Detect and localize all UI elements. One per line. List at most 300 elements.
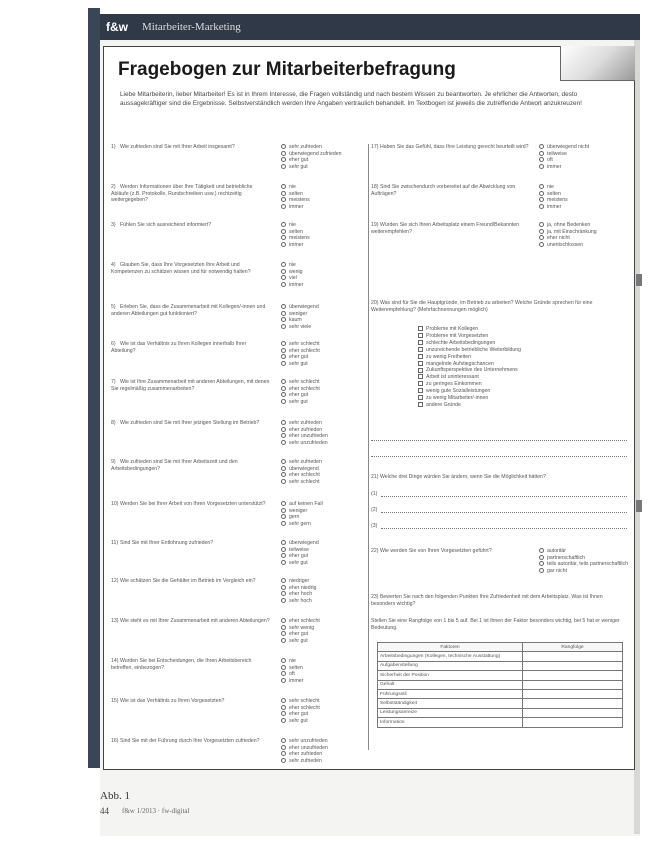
checkbox[interactable]	[418, 368, 423, 373]
radio-circle[interactable]	[281, 311, 286, 316]
answer-options	[539, 184, 629, 210]
radio-circle[interactable]	[281, 479, 286, 484]
answer-option[interactable]	[539, 568, 629, 575]
answer-label: nie	[289, 222, 296, 228]
rank-input-cell[interactable]	[523, 708, 623, 717]
radio-circle[interactable]	[281, 698, 286, 703]
checkbox-option[interactable]	[418, 395, 618, 402]
checkbox[interactable]	[418, 354, 423, 359]
question-text	[111, 578, 271, 585]
radio-circle[interactable]	[281, 399, 286, 404]
answer-option[interactable]	[281, 440, 367, 447]
radio-circle[interactable]	[281, 540, 286, 545]
intro-text: Liebe Mitarbeiterin, lieber Mitarbeiter! Es ist in Ihrem Interesse, die Fragen vollständig und nach bestem Wissen zu beantworten. Je ehrlicher die Antworten, desto aussagekräftiger sind die Ergebnisse. Selbstverständlich werden Ihre Angaben vertraulich behandelt. Im Textbogen ist jeweils die zutreffende Antwort anzukreuzen!	[120, 91, 582, 107]
radio-circle[interactable]	[281, 184, 286, 189]
radio-circle[interactable]	[281, 501, 286, 506]
checkbox-option[interactable]	[418, 381, 618, 388]
question-label: Glauben Sie, dass Ihre Vorgesetzten Ihre Arbeit und Kompetenzen zu schätzen wissen und für notwendig halten?	[111, 262, 251, 275]
table-row	[378, 652, 623, 661]
question-text	[371, 548, 531, 555]
question-number: 3)	[111, 222, 116, 228]
answer-label: immer	[547, 203, 562, 210]
checkbox-option[interactable]	[418, 354, 618, 361]
radio-circle[interactable]	[281, 151, 286, 156]
question-number: 8)	[111, 420, 116, 426]
answer-label: sehr gut	[289, 559, 308, 566]
question-text	[111, 304, 271, 317]
radio-circle[interactable]	[281, 678, 286, 683]
answer-option[interactable]	[281, 521, 367, 528]
question-label: Haben Sie das Gefühl, dass Ihre Leistung gerecht beurteilt wird?	[380, 144, 529, 150]
rank-input-cell[interactable]	[523, 699, 623, 708]
answer-label: nie	[289, 262, 296, 268]
factor-cell: Information	[378, 718, 523, 727]
factor-cell: Arbeitsbedingungen (Kollegen, technische Ausstattung)	[378, 652, 523, 661]
table-row	[378, 699, 623, 708]
answer-label: sehr schlecht	[289, 379, 320, 385]
question-label: Werden Informationen über Ihre Tätigkeit und betriebliche Abläufe (z.B. Protokolle, Rundschreiben usw.) rechtzeitig weitergegeben?	[111, 184, 253, 203]
answer-label: autoritär	[547, 548, 567, 554]
multiple-choice-list	[418, 326, 618, 409]
page-tab-marker	[636, 500, 642, 512]
radio-circle[interactable]	[539, 568, 544, 573]
radio-circle[interactable]	[281, 585, 286, 590]
checkbox-option[interactable]	[418, 402, 618, 409]
checkbox-label: mangelnde Aufstiegschancen	[426, 360, 494, 367]
answer-label: ja, mit Einschränkung	[547, 228, 597, 235]
question-number: 9)	[111, 459, 116, 465]
checkbox-option[interactable]	[418, 347, 618, 354]
checkbox[interactable]	[418, 347, 423, 352]
answer-options	[281, 262, 367, 288]
question-label: Würden Sie sich Ihren Arbeitsplatz einem Freund/Bekannten weiterempfehlen?	[371, 222, 519, 235]
table-row	[378, 671, 623, 680]
answer-option[interactable]	[281, 479, 367, 486]
checkbox[interactable]	[418, 388, 423, 393]
answer-option[interactable]	[281, 678, 367, 685]
radio-circle[interactable]	[281, 317, 286, 322]
checkbox-option[interactable]	[418, 326, 618, 333]
answer-label: viel	[289, 275, 297, 281]
question-number: 2)	[111, 184, 116, 190]
radio-circle[interactable]	[281, 591, 286, 596]
factor-cell: Leistungsanreize	[378, 708, 523, 717]
answer-option[interactable]	[281, 638, 367, 645]
answer-label: eher gut	[289, 711, 309, 717]
radio-circle[interactable]	[281, 472, 286, 477]
radio-circle[interactable]	[281, 275, 286, 280]
radio-circle[interactable]	[539, 242, 544, 247]
answer-options	[281, 341, 367, 367]
answer-line-number: (1)	[371, 491, 378, 497]
answer-label: unentschlossen	[547, 241, 584, 248]
radio-circle[interactable]	[539, 204, 544, 209]
answer-label: sehr gut	[289, 360, 308, 367]
question-label: Wie zufrieden sind Sie mit Ihrer Arbeit insgesamt?	[120, 144, 235, 150]
question-number: 13)	[111, 618, 119, 624]
answer-label: eher gut	[289, 392, 309, 398]
radio-circle[interactable]	[539, 235, 544, 240]
answer-label: eher gut	[289, 354, 309, 360]
question-number: 7)	[111, 379, 116, 385]
answer-label: wenig	[289, 268, 303, 275]
answer-option[interactable]	[281, 282, 367, 289]
radio-circle[interactable]	[281, 459, 286, 464]
answer-options	[539, 222, 629, 248]
answer-label: selten	[289, 664, 303, 671]
radio-circle[interactable]	[281, 598, 286, 603]
radio-circle[interactable]	[281, 514, 286, 519]
table-row	[378, 718, 623, 727]
radio-circle[interactable]	[281, 341, 286, 346]
radio-circle[interactable]	[281, 427, 286, 432]
answer-label: auf keinen Fall	[289, 501, 323, 507]
table-header: Faktoren	[378, 643, 523, 652]
radio-circle[interactable]	[281, 229, 286, 234]
checkbox-label: Arbeit ist uninteressant	[426, 374, 479, 381]
radio-circle[interactable]	[281, 658, 286, 663]
radio-circle[interactable]	[281, 751, 286, 756]
radio-circle[interactable]	[281, 269, 286, 274]
answer-label: oft	[289, 671, 295, 677]
answer-label: eher zufrieden	[289, 426, 323, 433]
answer-options	[281, 738, 367, 764]
checkbox-label: Probleme mit Vorgesetzten	[426, 332, 489, 339]
radio-circle[interactable]	[281, 578, 286, 583]
answer-label: eher gut	[289, 157, 309, 163]
radio-circle[interactable]	[539, 229, 544, 234]
answer-label: kaum	[289, 317, 302, 323]
checkbox-option[interactable]	[418, 388, 618, 395]
radio-circle[interactable]	[281, 560, 286, 565]
factor-cell: Führungsstil	[378, 689, 523, 698]
radio-circle[interactable]	[281, 392, 286, 397]
radio-circle[interactable]	[281, 386, 286, 391]
radio-circle[interactable]	[281, 144, 286, 149]
radio-circle[interactable]	[281, 618, 286, 623]
answer-option[interactable]	[539, 204, 629, 211]
question-label: Wie zufrieden sind Sie mit Ihrer jetzigen Stellung im Betrieb?	[120, 420, 260, 426]
answer-label: sehr gut	[289, 637, 308, 644]
checkbox[interactable]	[418, 374, 423, 379]
table-row	[378, 708, 623, 717]
checkbox-option[interactable]	[418, 367, 618, 374]
checkbox-label: zu geringes Einkommen	[426, 381, 482, 388]
checkbox-label: zu wenig Freiheiten	[426, 353, 471, 360]
rank-input-cell[interactable]	[523, 718, 623, 727]
question-number: 19)	[371, 222, 379, 228]
answer-label: eher gut	[289, 631, 309, 637]
question-label: Wurden Sie bei Entscheidungen, die Ihren Arbeitsbereich betreffen, einbezogen?	[111, 658, 252, 671]
page-tab-marker	[636, 274, 642, 286]
radio-circle[interactable]	[281, 553, 286, 558]
radio-circle[interactable]	[539, 164, 544, 169]
question-text	[111, 379, 271, 392]
radio-circle[interactable]	[539, 555, 544, 560]
answer-options	[281, 578, 367, 604]
question-number: 6)	[111, 341, 116, 347]
radio-circle[interactable]	[539, 197, 544, 202]
answer-label: sehr schlecht	[289, 478, 320, 485]
radio-circle[interactable]	[539, 144, 544, 149]
answer-label: sehr schlecht	[289, 341, 320, 347]
radio-circle[interactable]	[281, 379, 286, 384]
question-number: 10)	[111, 501, 119, 507]
answer-options	[281, 698, 367, 724]
question-text	[111, 184, 271, 204]
answer-label: sehr gut	[289, 398, 308, 405]
section-title: Mitarbeiter-Marketing	[142, 21, 241, 33]
radio-circle[interactable]	[539, 561, 544, 566]
radio-circle[interactable]	[281, 718, 286, 723]
answer-label: immer	[547, 163, 562, 170]
binding-strip	[88, 8, 100, 768]
radio-circle[interactable]	[281, 745, 286, 750]
checkbox[interactable]	[418, 381, 423, 386]
question-label: 23) Bewerten Sie nach den folgenden Punkten Ihre Zufriedenheit mit dem Arbeitsplatz. Was ist Ihnen besonders wichtig?	[371, 594, 603, 607]
radio-circle[interactable]	[539, 151, 544, 156]
rank-input-cell[interactable]	[523, 661, 623, 670]
radio-circle[interactable]	[281, 433, 286, 438]
radio-circle[interactable]	[281, 235, 286, 240]
question-number: 18)	[371, 184, 379, 190]
answer-label: sehr viele	[289, 323, 312, 330]
question-text	[111, 540, 271, 547]
radio-circle[interactable]	[281, 738, 286, 743]
radio-circle[interactable]	[281, 420, 286, 425]
answer-line[interactable]	[381, 512, 627, 513]
radio-circle[interactable]	[281, 758, 286, 763]
table-row	[378, 661, 623, 670]
answer-label: überwiegend nicht	[547, 144, 590, 150]
page-number: 44	[100, 806, 109, 816]
question-text	[111, 144, 271, 151]
radio-circle[interactable]	[281, 164, 286, 169]
question-20	[371, 300, 627, 313]
answer-line[interactable]	[371, 456, 627, 457]
radio-circle[interactable]	[281, 324, 286, 329]
answer-line-number: (2)	[371, 507, 378, 513]
question-text	[371, 144, 531, 151]
question-21	[371, 474, 627, 481]
table-header-row	[378, 643, 623, 652]
answer-options	[539, 548, 629, 574]
table-header: Rangfolge	[523, 643, 623, 652]
checkbox[interactable]	[418, 395, 423, 400]
answer-label: partnerschaftlich	[547, 554, 586, 561]
rank-input-cell[interactable]	[523, 652, 623, 661]
answer-options	[281, 144, 367, 170]
question-text	[111, 698, 271, 705]
radio-circle[interactable]	[281, 705, 286, 710]
answer-line[interactable]	[371, 440, 627, 441]
rank-input-cell[interactable]	[523, 671, 623, 680]
answer-line[interactable]	[381, 496, 627, 497]
question-label: Fühlen Sie sich ausreichend informiert?	[120, 222, 212, 228]
question-number: 22)	[371, 548, 379, 554]
answer-label: eher hoch	[289, 591, 313, 597]
answer-label: sehr wenig	[289, 624, 315, 631]
answer-label: sehr gut	[289, 163, 308, 170]
checkbox-option[interactable]	[418, 361, 618, 368]
radio-circle[interactable]	[281, 282, 286, 287]
answer-option[interactable]	[281, 204, 367, 211]
factor-cell: Selbstständigkeit	[378, 699, 523, 708]
question-number: 14)	[111, 658, 119, 664]
magazine-logo: f&w	[106, 20, 128, 34]
radio-circle[interactable]	[281, 508, 286, 513]
checkbox[interactable]	[418, 333, 423, 338]
question-label: Wie werden Sie von Ihren Vorgesetzten geführt?	[380, 548, 492, 554]
question-label: Erleben Sie, dass die Zusammenarbeit mit Kollegen/-innen und anderen Abteilungen gut funktioniert?	[111, 304, 266, 317]
question-label: Wie steht es mit Ihrer Zusammenarbeit mit anderen Abteilungen?	[120, 618, 270, 624]
question-label: Wie ist das Verhältnis zu Ihren Kollegen innerhalb Ihrer Abteilung?	[111, 341, 247, 354]
radio-circle[interactable]	[281, 440, 286, 445]
question-label: Sind Sie zwischendurch vorbereitet auf die Abwicklung von Aufträgen?	[371, 184, 516, 197]
answer-line-number: (3)	[371, 523, 378, 529]
question-number: 12)	[111, 578, 119, 584]
radio-circle[interactable]	[281, 242, 286, 247]
radio-circle[interactable]	[281, 304, 286, 309]
answer-options	[281, 304, 367, 330]
radio-circle[interactable]	[281, 157, 286, 162]
answer-label: sehr schlecht	[289, 698, 320, 704]
answer-label: selten	[289, 228, 303, 235]
checkbox-label: Probleme mit Kollegen	[426, 326, 479, 332]
radio-circle[interactable]	[281, 348, 286, 353]
answer-label: sehr zufrieden	[289, 459, 322, 465]
answer-option[interactable]	[281, 758, 367, 765]
question-number: 17)	[371, 144, 379, 150]
question-text	[371, 222, 531, 235]
page-curl-graphic	[560, 46, 635, 81]
answer-option[interactable]	[539, 242, 629, 249]
question-number: 11)	[111, 540, 119, 546]
answer-options	[281, 658, 367, 684]
table-row	[378, 680, 623, 689]
question-number: 16)	[111, 738, 119, 744]
radio-circle[interactable]	[281, 521, 286, 526]
radio-circle[interactable]	[281, 354, 286, 359]
answer-option[interactable]	[539, 164, 629, 171]
checkbox-option[interactable]	[418, 340, 618, 347]
answer-option[interactable]	[281, 242, 367, 249]
factor-cell: Aufgabenstellung	[378, 661, 523, 670]
answer-label: teilweise	[547, 150, 567, 157]
checkbox-label: zu wenig Mitarbeiter/-innen	[426, 395, 489, 402]
answer-label: sehr zufrieden	[289, 144, 322, 150]
question-text	[111, 459, 271, 472]
answer-option[interactable]	[281, 361, 367, 368]
checkbox[interactable]	[418, 361, 423, 366]
checkbox-label: wenig gute Sozialleistungen	[426, 388, 491, 395]
checkbox-label: andere Gründe	[426, 401, 461, 408]
radio-circle[interactable]	[539, 191, 544, 196]
answer-label: sehr gern	[289, 520, 311, 527]
answer-label: eher schlecht	[289, 618, 320, 624]
question-text	[111, 501, 271, 508]
answer-options	[281, 459, 367, 485]
radio-circle[interactable]	[281, 665, 286, 670]
answer-options	[281, 540, 367, 566]
answer-label: sehr unzufrieden	[289, 439, 328, 446]
answer-option[interactable]	[281, 598, 367, 605]
answer-option[interactable]	[281, 399, 367, 406]
answer-label: überwiegend	[289, 540, 319, 546]
checkbox[interactable]	[418, 340, 423, 345]
answer-label: ja, ohne Bedenken	[547, 222, 591, 228]
question-text	[111, 420, 271, 427]
answer-label: oft	[547, 157, 553, 163]
answer-option[interactable]	[281, 324, 367, 331]
checkbox[interactable]	[418, 402, 423, 407]
factor-cell: Sicherheit der Position	[378, 671, 523, 680]
question-label: 21) Welche drei Dinge würden Sie ändern, wenn Sie die Möglichkeit hätten?	[371, 474, 546, 480]
radio-circle[interactable]	[539, 548, 544, 553]
answer-options	[281, 501, 367, 527]
answer-label: eher schlecht	[289, 704, 320, 711]
radio-circle[interactable]	[281, 361, 286, 366]
answer-label: teils autoritär, teils partnerschaftlich	[547, 561, 629, 567]
checkbox-option[interactable]	[418, 333, 618, 340]
answer-label: nie	[289, 184, 296, 190]
answer-label: nie	[547, 184, 554, 190]
radio-circle[interactable]	[281, 197, 286, 202]
radio-circle[interactable]	[281, 262, 286, 267]
answer-label: eher niedrig	[289, 584, 317, 591]
answer-label: eher gut	[289, 553, 309, 559]
answer-options	[281, 420, 367, 446]
rank-input-cell[interactable]	[523, 680, 623, 689]
answer-label: überwiegend	[289, 465, 319, 472]
checkbox[interactable]	[418, 326, 423, 331]
table-row	[378, 689, 623, 698]
radio-circle[interactable]	[281, 631, 286, 636]
radio-circle[interactable]	[539, 157, 544, 162]
answer-line[interactable]	[381, 528, 627, 529]
radio-circle[interactable]	[281, 671, 286, 676]
checkbox-label: unzureichende betriebliche Weiterbildung	[426, 346, 522, 353]
question-label: Sind Sie mit Ihrer Entlohnung zufrieden?	[120, 540, 214, 546]
radio-circle[interactable]	[539, 222, 544, 227]
answer-label: sehr zufrieden	[289, 757, 322, 764]
question-label: Wie zufrieden sind Sie mit Ihrer Arbeitszeit und den Arbeitsbedingungen?	[111, 459, 238, 472]
question-label: 20) Was sind für Sie die Hauptgründe, im Betrieb zu arbeiten? Welche Gründe sprechen für eine Weiterempfehlung? (Mehrfachnennungen möglich)	[371, 300, 593, 313]
radio-circle[interactable]	[281, 466, 286, 471]
question-label: Sind Sie mit der Führung durch Ihre Vorgesetzten zufrieden?	[120, 738, 260, 744]
radio-circle[interactable]	[539, 184, 544, 189]
answer-options	[539, 144, 629, 170]
radio-circle[interactable]	[281, 638, 286, 643]
answer-label: eher schlecht	[289, 347, 320, 354]
question-23	[371, 594, 627, 607]
radio-circle[interactable]	[281, 204, 286, 209]
answer-options	[281, 379, 367, 405]
answer-option[interactable]	[281, 718, 367, 725]
radio-circle[interactable]	[281, 625, 286, 630]
radio-circle[interactable]	[281, 547, 286, 552]
answer-label: weniger	[289, 310, 308, 317]
question-text	[111, 618, 271, 625]
rank-input-cell[interactable]	[523, 689, 623, 698]
answer-option[interactable]	[281, 560, 367, 567]
radio-circle[interactable]	[281, 711, 286, 716]
answer-option[interactable]	[281, 164, 367, 171]
answer-label: nie	[289, 658, 296, 664]
radio-circle[interactable]	[281, 222, 286, 227]
radio-circle[interactable]	[281, 191, 286, 196]
checkbox-option[interactable]	[418, 374, 618, 381]
